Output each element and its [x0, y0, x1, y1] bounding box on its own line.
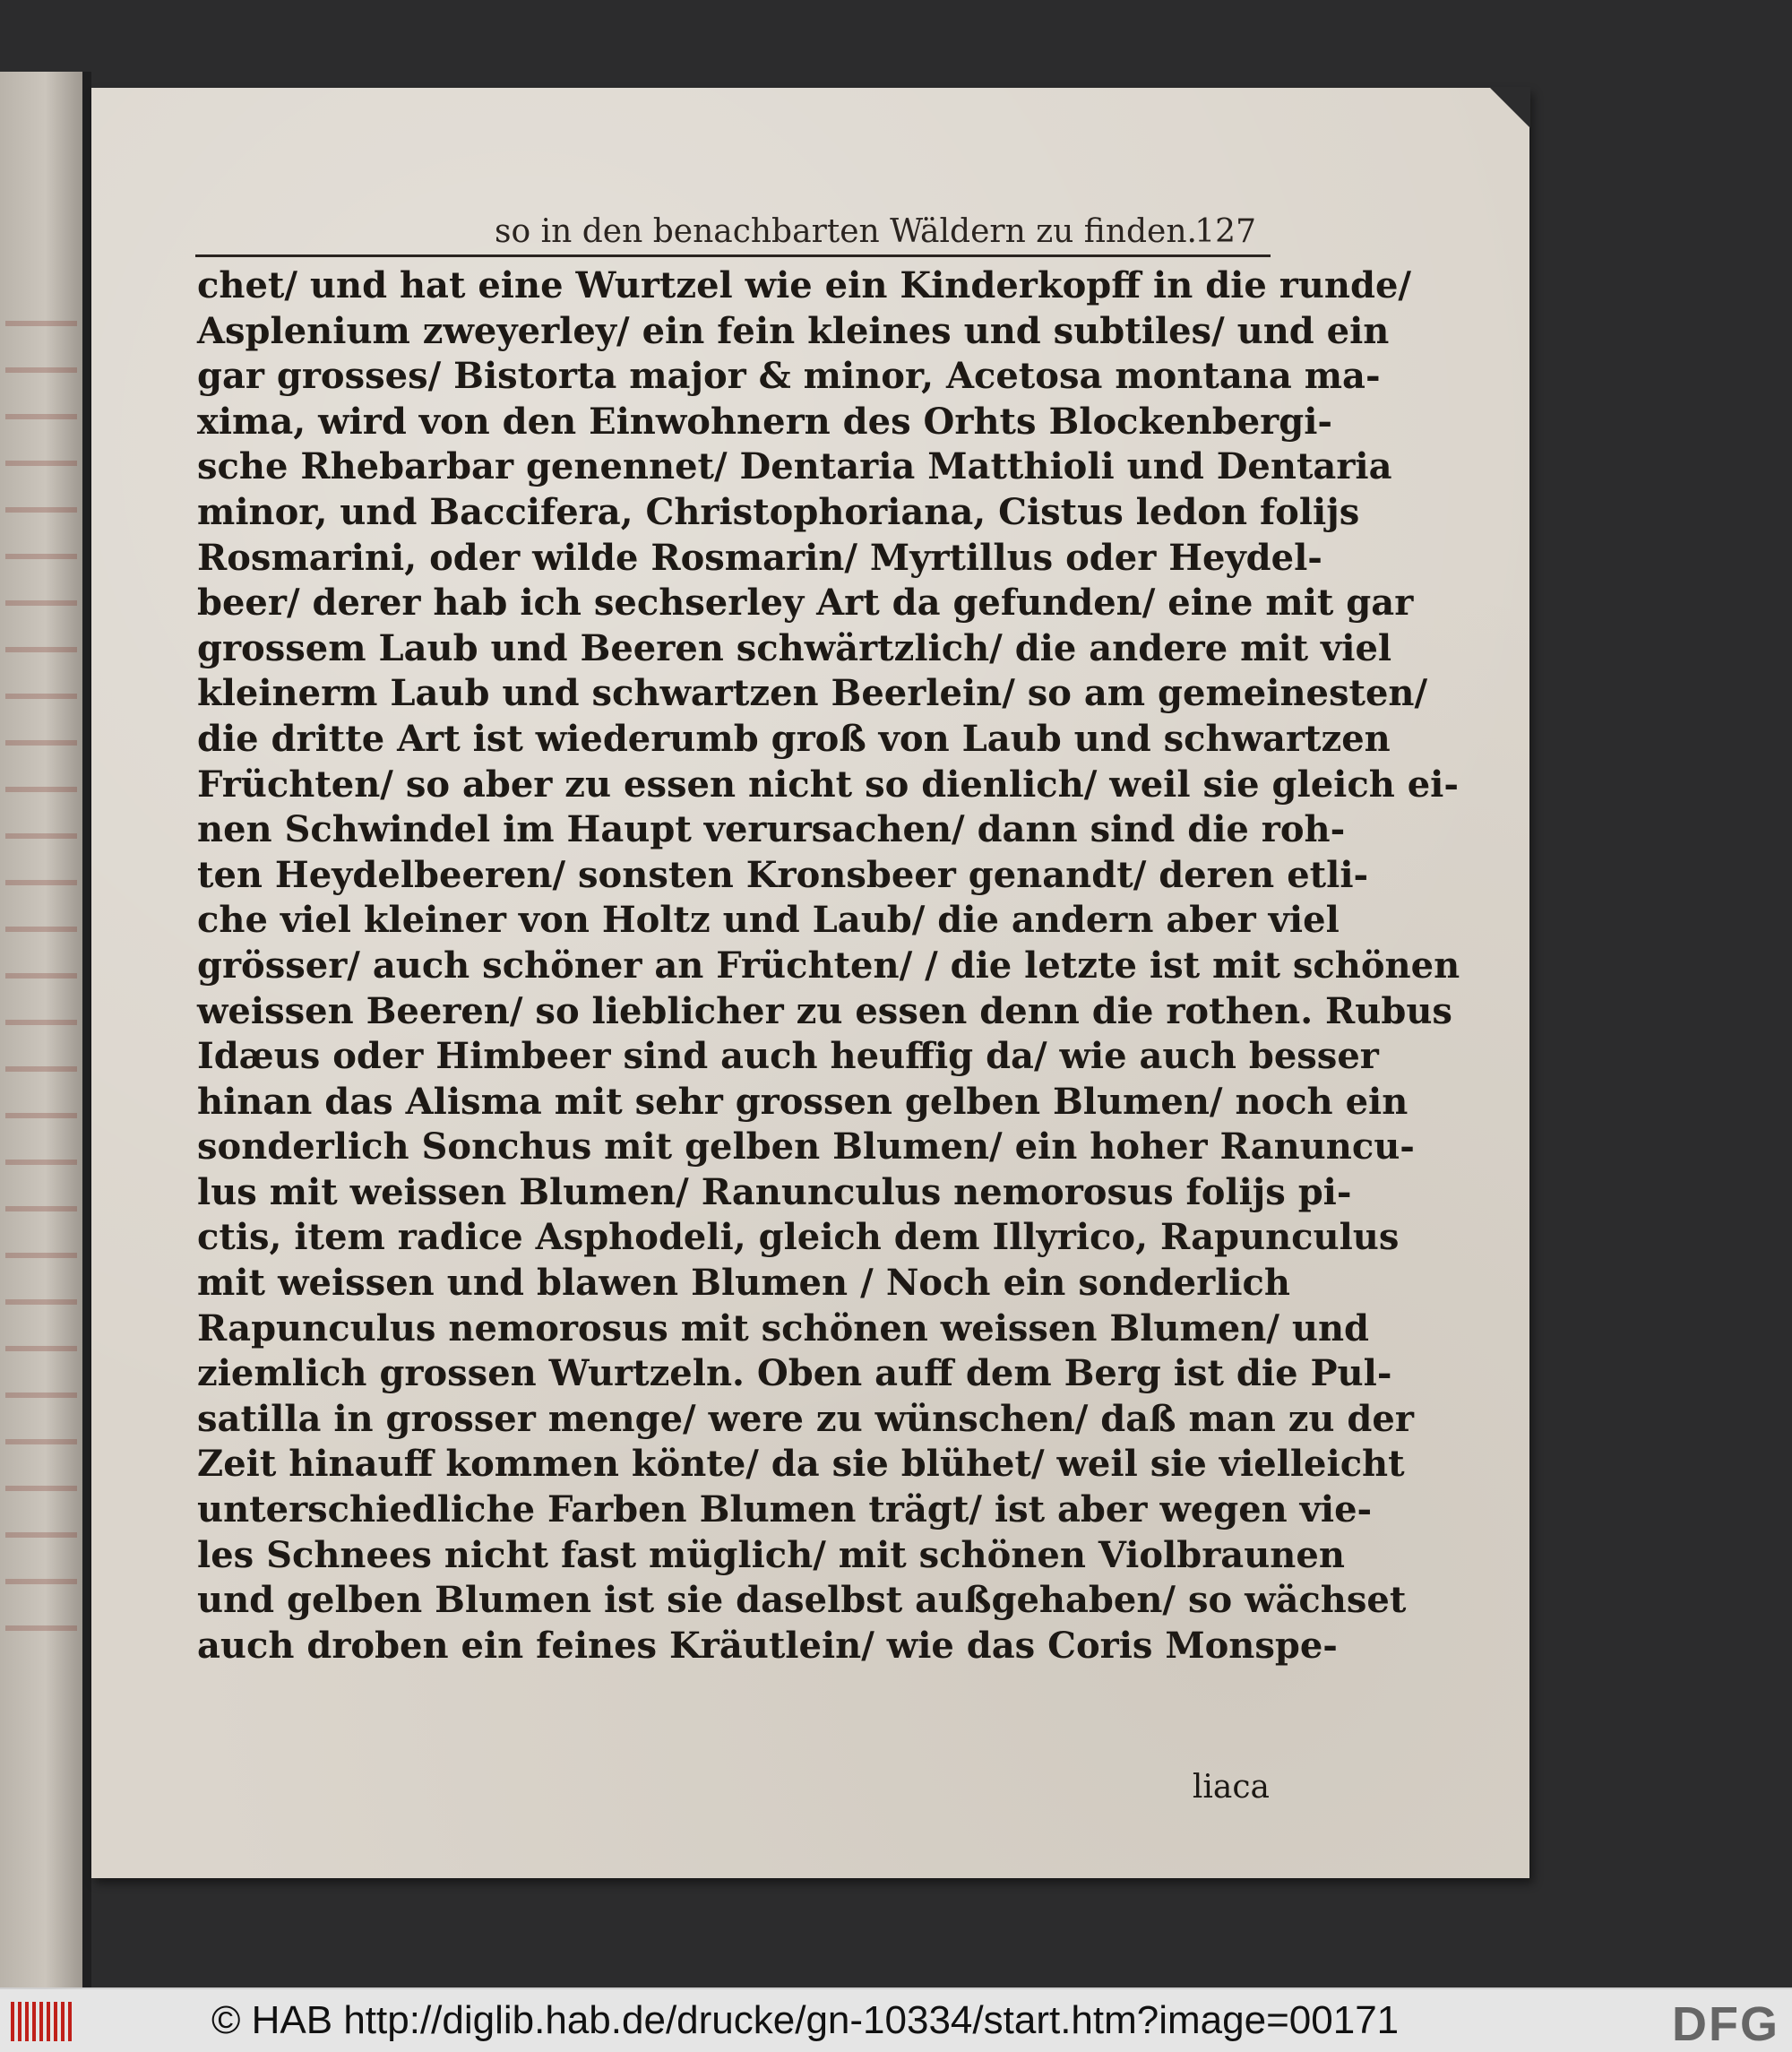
text-line: Zeit hinauff kommen könte/ da sie blühet/ weil sie vielleicht: [197, 1443, 1405, 1486]
text-line: Rapunculus nemorosus mit schönen weissen Blumen/ und: [197, 1306, 1369, 1349]
header-rule: [195, 254, 1271, 257]
text-line: satilla in grosser menge/ were zu wünschen/ daß man zu der: [197, 1397, 1414, 1440]
text-line: nen Schwindel im Haupt verursachen/ dann sind die roh-: [197, 808, 1346, 851]
text-line: xima, wird von den Einwohnern des Orhts Blockenbergi-: [197, 400, 1332, 443]
text-line: unterschiedliche Farben Blumen trägt/ ist aber wegen vie-: [197, 1488, 1373, 1531]
text-line: ctis, item radice Asphodeli, gleich dem Illyrico, Rapunculus: [197, 1216, 1400, 1259]
text-line: gar grosses/ Bistorta major & minor, Acetosa montana ma-: [197, 355, 1381, 398]
left-page-edge: [0, 72, 82, 1987]
running-head-title: so in den benachbarten Wäldern zu finden.: [495, 213, 1197, 250]
text-line: ziemlich grossen Wurtzeln. Oben auff dem Berg ist die Pul-: [197, 1352, 1392, 1395]
text-line: hinan das Alisma mit sehr grossen gelben Blumen/ noch ein: [197, 1080, 1409, 1123]
text-line: Früchten/ so aber zu essen nicht so dienlich/ weil sie gleich ei-: [197, 763, 1459, 806]
text-line: che viel kleiner von Holtz und Laub/ die andern aber viel: [197, 899, 1340, 942]
text-line: minor, und Baccifera, Christophoriana, Cistus ledon folijs: [197, 490, 1360, 533]
text-line: sonderlich Sonchus mit gelben Blumen/ ein hoher Ranuncu-: [197, 1125, 1415, 1168]
text-line: ten Heydelbeeren/ sonsten Kronsbeer genandt/ deren etli-: [197, 853, 1369, 896]
text-line: auch droben ein feines Kräutlein/ wie das Coris Monspe-: [197, 1624, 1338, 1667]
text-line: sche Rhebarbar genennet/ Dentaria Matthioli und Dentaria: [197, 445, 1392, 488]
text-line: kleinerm Laub und schwartzen Beerlein/ so am gemeinesten/: [197, 672, 1428, 715]
text-line: weissen Beeren/ so lieblicher zu essen denn die rothen. Rubus: [197, 989, 1452, 1032]
text-line: und gelben Blumen ist sie daselbst außgehaben/ so wächset: [197, 1579, 1407, 1622]
body-text: [197, 263, 1460, 1668]
left-page-text-fragments: [5, 287, 77, 1631]
text-line: beer/ derer hab ich sechserley Art da gefunden/ eine mit gar: [197, 582, 1414, 625]
text-line: lus mit weissen Blumen/ Ranunculus nemorosus folijs pi-: [197, 1170, 1352, 1213]
text-line: die dritte Art ist wiederumb groß von Laub und schwartzen: [197, 717, 1391, 760]
running-head: [190, 213, 1274, 256]
text-line: grossem Laub und Beeren schwärtzlich/ die andere mit viel: [197, 626, 1392, 669]
text-line: Rosmarini, oder wilde Rosmarin/ Myrtillus oder Heydel-: [197, 536, 1322, 579]
page-corner-cut: [1489, 87, 1530, 128]
dfg-logo: DFG: [1672, 1997, 1779, 2051]
page-number: 127: [1194, 213, 1256, 250]
gutter-shadow: [82, 72, 91, 1987]
text-line: mit weissen und blawen Blumen / Noch ein sonderlich: [197, 1262, 1290, 1305]
footer-credit-link[interactable]: © HAB http://diglib.hab.de/drucke/gn-10334/start.htm?image=00171: [211, 1998, 1400, 2042]
text-line: Idæus oder Himbeer sind auch heuffig da/ wie auch besser: [197, 1035, 1379, 1078]
footer-bar: [0, 1987, 1792, 2052]
text-line: les Schnees nicht fast müglich/ mit schönen Violbraunen: [197, 1533, 1345, 1576]
text-line: chet/ und hat eine Wurtzel wie ein Kinderkopff in die runde/: [197, 264, 1411, 306]
text-line: Asplenium zweyerley/ ein fein kleines und subtiles/ und ein: [197, 309, 1390, 352]
book-page: [91, 88, 1529, 1878]
barcode-icon: [11, 2002, 73, 2041]
catchword: liaca: [1192, 1769, 1270, 1806]
text-line: grösser/ auch schöner an Früchten/ / die letzte ist mit schönen: [197, 944, 1460, 987]
